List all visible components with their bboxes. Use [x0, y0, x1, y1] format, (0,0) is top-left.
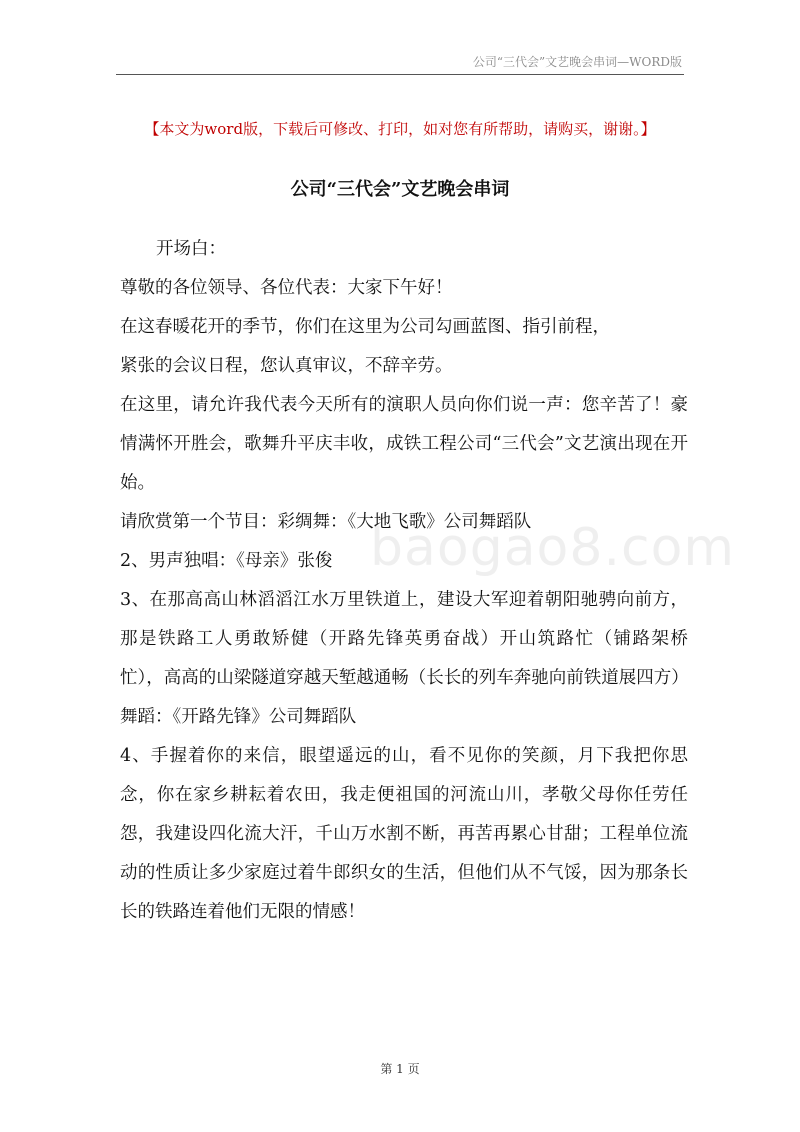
running-header: 公司“三代会”文艺晚会串词—WORD版	[472, 55, 682, 69]
paragraph: 在这里，请允许我代表今天所有的演职人员向你们说一声：您辛苦了！豪情满怀开胜会，歌舞升平庆丰收，成铁工程公司“三代会”文艺演出现在开始。	[120, 395, 688, 493]
header-divider	[116, 74, 684, 75]
program-item: 请欣赏第一个节目：彩绸舞：《大地飞歌》公司舞蹈队	[120, 512, 532, 532]
paragraph-opening: 开场白：	[156, 239, 226, 259]
paragraph-greeting: 尊敬的各位领导、各位代表：大家下午好！	[120, 278, 453, 298]
program-item: 3、在那高高山林滔滔江水万里铁道上，建设大军迎着朝阳驰骋向前方，那是铁路工人勇敢矫健（开路先锋英勇奋战）开山筑路忙（铺路架桥忙），高高的山梁隧道穿越天堑越通畅（长长的列车奔驰向前铁道展四方）	[120, 590, 689, 688]
document-body	[120, 230, 688, 932]
program-item: 2、男声独唱：《母亲》张俊	[120, 551, 333, 571]
document-title: 公司“三代会”文艺晚会串词	[290, 179, 510, 200]
watermark: baogao8.com	[370, 518, 736, 578]
program-item: 4、手握着你的来信，眼望遥远的山，看不见你的笑颜，月下我把你思念，你在家乡耕耘着农田，我走便祖国的河流山川，孝敬父母你任劳任怨，我建设四化流大汗，千山万水割不断，再苦再累心甘甜；工程单位流动的性质让多少家庭过着牛郎织女的生活，但他们从不气馁，因为那条长长的铁路连着他们无限的情感！	[120, 746, 688, 922]
paragraph: 在这春暖花开的季节，你们在这里为公司勾画蓝图、指引前程，	[120, 317, 610, 337]
program-item: 舞蹈：《开路先锋》公司舞蹈队	[120, 707, 357, 727]
download-notice: 【本文为word版，下载后可修改、打印，如对您有所帮助，请购买，谢谢。】	[144, 120, 656, 138]
page-number: 第 1 页	[380, 1062, 420, 1076]
paragraph: 紧张的会议日程，您认真审议，不辞辛劳。	[120, 356, 453, 376]
